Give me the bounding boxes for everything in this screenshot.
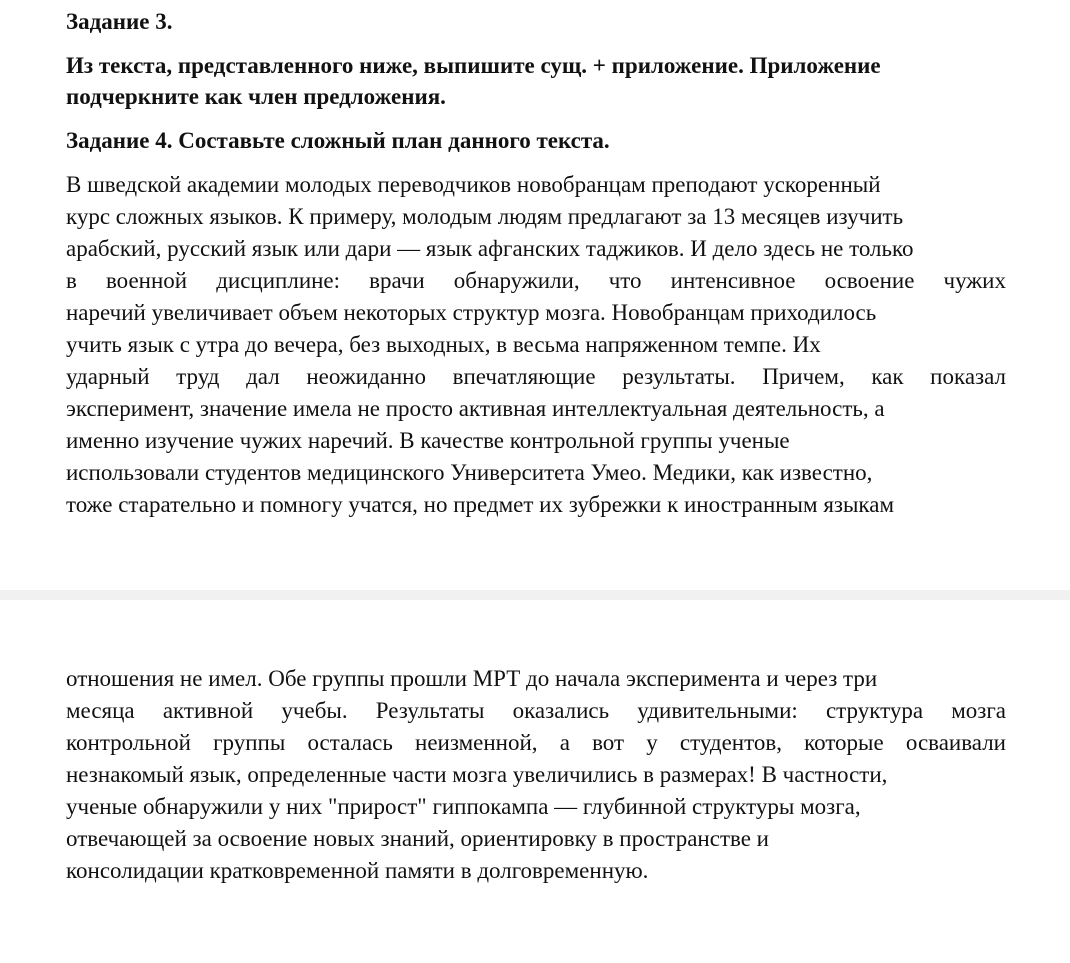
text-line: ученые обнаружили у них "прирост" гиппокампа — глубинной структуры мозга, (66, 794, 861, 819)
page-separator (0, 590, 1070, 600)
document-page-2 (0, 600, 1070, 963)
text-line: незнакомый язык, определенные части мозга увеличились в размерах! В частности, (66, 762, 888, 787)
task3-title: Задание 3. (66, 9, 173, 34)
text-line: учить язык с утра до вечера, без выходных, в весьма напряженном темпе. Их (66, 332, 821, 357)
text-line: тоже старательно и помногу учатся, но предмет их зубрежки к иностранным языкам (66, 492, 895, 517)
text-line: использовали студентов медицинского Университета Умео. Медики, как известно, (66, 460, 873, 485)
text-line: именно изучение чужих наречий. В качестве контрольной группы ученые (66, 428, 790, 453)
text-passage-part1 (66, 169, 1006, 521)
text-line: месяца активной учебы. Результаты оказались удивительными: структура мозга (66, 698, 1006, 723)
text-line: эксперимент, значение имела не просто активная интеллектуальная деятельность, а (66, 396, 885, 421)
text-line: В шведской академии молодых переводчиков новобранцам преподают ускоренный (66, 172, 881, 197)
text-line: курс сложных языков. К примеру, молодым людям предлагают за 13 месяцев изучить (66, 204, 904, 229)
text-line: отношения не имел. Обе группы прошли МРТ до начала эксперимента и через три (66, 666, 878, 691)
task3-instruction-line: Из текста, представленного ниже, выпишите сущ. + приложение. Приложение (66, 53, 881, 78)
text-line: наречий увеличивает объем некоторых структур мозга. Новобранцам приходилось (66, 300, 877, 325)
task3-instruction (66, 50, 1010, 112)
text-line: консолидации кратковременной памяти в долговременную. (66, 858, 649, 883)
text-line: отвечающей за освоение новых знаний, ориентировку в пространстве и (66, 826, 769, 851)
text-passage-part2 (66, 663, 1006, 887)
task3-instruction-line: подчеркните как член предложения. (66, 84, 446, 109)
text-line: контрольной группы осталась неизменной, а вот у студентов, которые осваивали (66, 730, 1006, 755)
text-line: ударный труд дал неожиданно впечатляющие результаты. Причем, как показал (66, 364, 1006, 389)
text-line: в военной дисциплине: врачи обнаружили, что интенсивное освоение чужих (66, 268, 1006, 293)
text-line: арабский, русский язык или дари — язык афганских таджиков. И дело здесь не только (66, 236, 914, 261)
task4-title: Задание 4. Составьте сложный план данного текста. (66, 128, 610, 153)
